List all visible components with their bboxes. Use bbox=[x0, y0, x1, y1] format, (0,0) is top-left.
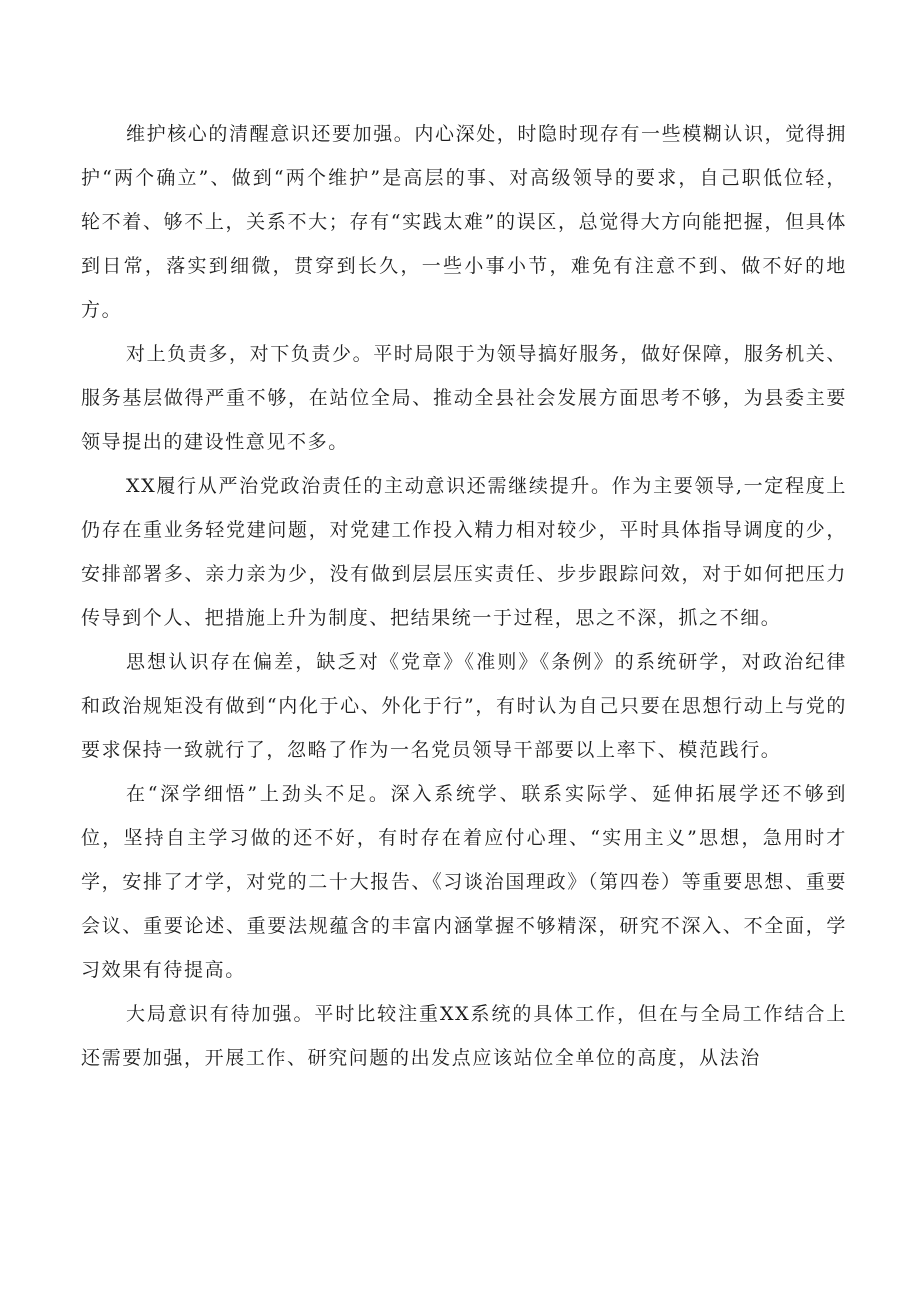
paragraph-responsibility: 对上负责多，对下负责少。平时局限于为领导搞好服务，做好保障，服务机关、服务基层做得严重不够，在站位全局、推动全县社会发展方面思考不够，为县委主要领导提出的建设性意见不多。 bbox=[81, 343, 848, 453]
paragraph-big-picture: 大局意识有待加强。平时比较注重XX系统的具体工作，但在与全局工作结合上还需要加强，开展工作、研究问题的出发点应该站位全单位的高度，从法治 bbox=[81, 1003, 847, 1069]
document-body bbox=[81, 112, 847, 1080]
paragraph-party-governance: XX履行从严治党政治责任的主动意识还需继续提升。作为主要领导,一定程度上仍存在重业务轻党建问题，对党建工作投入精力相对较少，平时具体指导调度的少，安排部署多、亲力亲为少，没有做到层层压实责任、步步跟踪问效，对于如何把压力传导到个人、把措施上升为制度、把结果统一于过程，思之不深，抓之不细。 bbox=[81, 475, 847, 629]
paragraph-ideological-understanding: 思想认识存在偏差，缺乏对《党章》《准则》《条例》的系统研学，对政治纪律和政治规矩没有做到“内化于心、外化于行”，有时认为自己只要在思想行动上与党的要求保持一致就行了，忽略了作为一名党员领导干部要以上率下、模范践行。 bbox=[81, 651, 847, 761]
paragraph-deep-study: 在“深学细悟”上劲头不足。深入系统学、联系实际学、延伸拓展学还不够到位，坚持自主学习做的还不好，有时存在着应付心理、“实用主义”思想，急用时才学，安排了才学，对党的二十大报告、《习谈治国理政》（第四卷）等重要思想、重要会议、重要论述、重要法规蕴含的丰富内涵掌握不够精深，研究不深入、不全面，学习效果有待提高。 bbox=[81, 783, 847, 981]
paragraph-core-awareness: 维护核心的清醒意识还要加强。内心深处，时隐时现存有一些模糊认识，觉得拥护“两个确立”、做到“两个维护”是高层的事、对高级领导的要求，自己职低位轻，轮不着、够不上，关系不大；存有“实践太难”的误区，总觉得大方向能把握，但具体到日常，落实到细微，贯穿到长久，一些小事小节，难免有注意不到、做不好的地方。 bbox=[81, 123, 848, 321]
